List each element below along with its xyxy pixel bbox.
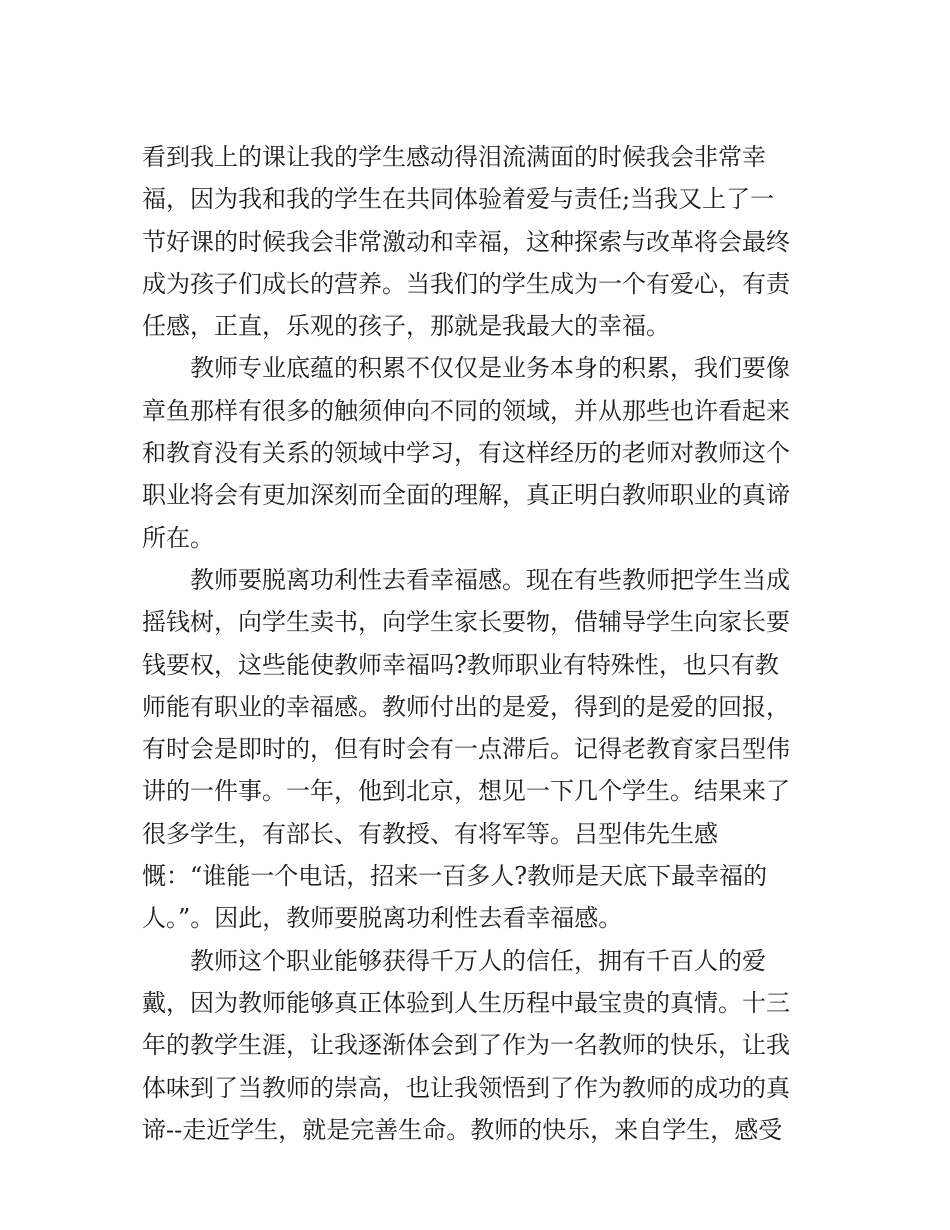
paragraph-first-line: 教师要脱离功利性去看幸福感。现在有些教师把学生当成 bbox=[190, 565, 790, 594]
text-line: 节好课的时候我会非常激动和幸福，这种探索与改革将会最终 bbox=[142, 227, 790, 256]
text-line: 钱要权，这些能使教师幸福吗?教师职业有特殊性，也只有教 bbox=[142, 650, 779, 679]
text-line: 体味到了当教师的崇高，也让我领悟到了作为教师的成功的真 bbox=[142, 1073, 790, 1102]
text-line: 职业将会有更加深刻而全面的理解，真正明白教师职业的真谛 bbox=[142, 481, 790, 510]
text-line: 任感，正直，乐观的孩子，那就是我最大的幸福。 bbox=[142, 312, 670, 341]
text-line: 摇钱树，向学生卖书，向学生家长要物，借辅导学生向家长要 bbox=[142, 608, 790, 637]
text-line: 成为孩子们成长的营养。当我们的学生成为一个有爱心，有责 bbox=[142, 269, 790, 298]
text-line: 师能有职业的幸福感。教师付出的是爱，得到的是爱的回报， bbox=[142, 692, 790, 721]
text-line: 很多学生，有部长、有教授、有将军等。吕型伟先生感 bbox=[142, 819, 718, 848]
text-line: 人。”。因此，教师要脱离功利性去看幸福感。 bbox=[142, 904, 623, 933]
text-line: 年的教学生涯，让我逐渐体会到了作为一名教师的快乐，让我 bbox=[142, 1031, 790, 1060]
text-line: 戴，因为教师能够真正体验到人生历程中最宝贵的真情。十三 bbox=[142, 988, 790, 1017]
text-line: 看到我上的课让我的学生感动得泪流满面的时候我会非常幸 bbox=[142, 143, 766, 171]
text-line: 谛--走近学生，就是完善生命。教师的快乐，来自学生，感受 bbox=[142, 1115, 783, 1144]
text-line: 讲的一件事。一年，他到北京，想见一下几个学生。结果来了 bbox=[142, 777, 790, 806]
text-line: 福，因为我和我的学生在共同体验着爱与责任;当我又上了一 bbox=[142, 185, 775, 214]
text-line: 和教育没有关系的领域中学习，有这样经历的老师对教师这个 bbox=[142, 439, 790, 468]
text-line: 慨：“谁能一个电话，招来一百多人?教师是天底下最幸福的 bbox=[142, 862, 768, 891]
paragraph-first-line: 教师专业底蕴的积累不仅仅是业务本身的积累，我们要像 bbox=[190, 354, 790, 383]
text-line: 有时会是即时的，但有时会有一点滞后。记得老教育家吕型伟 bbox=[142, 735, 790, 764]
text-line: 所在。 bbox=[142, 523, 214, 552]
text-line: 章鱼那样有很多的触须伸向不同的领域，并从那些也许看起来 bbox=[142, 396, 790, 425]
paragraph-first-line: 教师这个职业能够获得千万人的信任，拥有千百人的爱 bbox=[190, 946, 766, 975]
body-text bbox=[142, 136, 814, 1151]
